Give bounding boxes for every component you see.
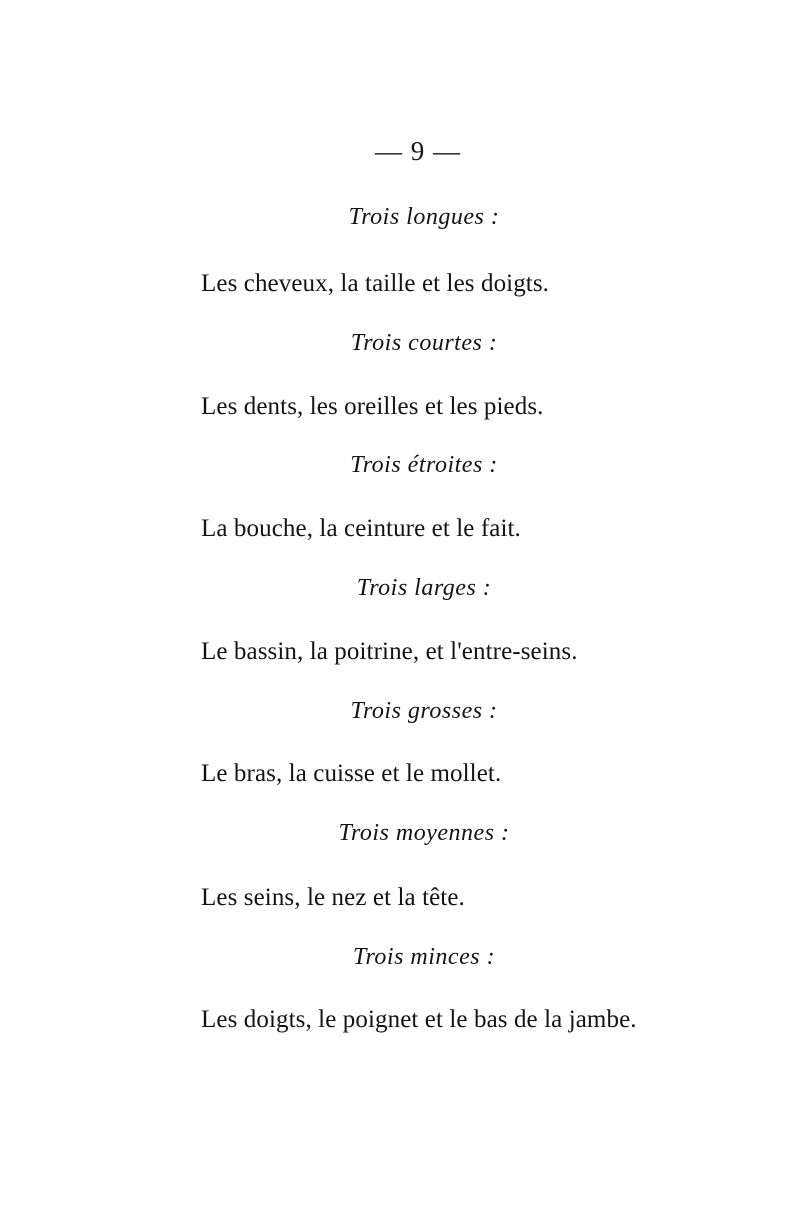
section-text: Les seins, le nez et la tête. bbox=[201, 884, 465, 911]
page-number: — 9 — bbox=[375, 136, 461, 166]
section-heading: Trois courtes : bbox=[350, 330, 498, 356]
section-heading: Trois étroites : bbox=[350, 452, 498, 478]
section-heading: Trois minces : bbox=[352, 944, 496, 970]
section-heading: Trois grosses : bbox=[350, 698, 498, 724]
section-text: Les cheveux, la taille et les doigts. bbox=[201, 270, 550, 297]
section-text: Le bras, la cuisse et le mollet. bbox=[201, 760, 502, 787]
section-heading: Trois longues : bbox=[348, 204, 500, 230]
section-text: Les dents, les oreilles et les pieds. bbox=[201, 393, 544, 420]
section-text: Les doigts, le poignet et le bas de la jambe. bbox=[201, 1006, 637, 1033]
section-heading: Trois larges : bbox=[356, 575, 492, 601]
section-heading: Trois moyennes : bbox=[338, 820, 510, 846]
section-text: La bouche, la ceinture et le fait. bbox=[201, 515, 521, 542]
section-text: Le bassin, la poitrine, et l'entre-seins. bbox=[201, 638, 578, 665]
